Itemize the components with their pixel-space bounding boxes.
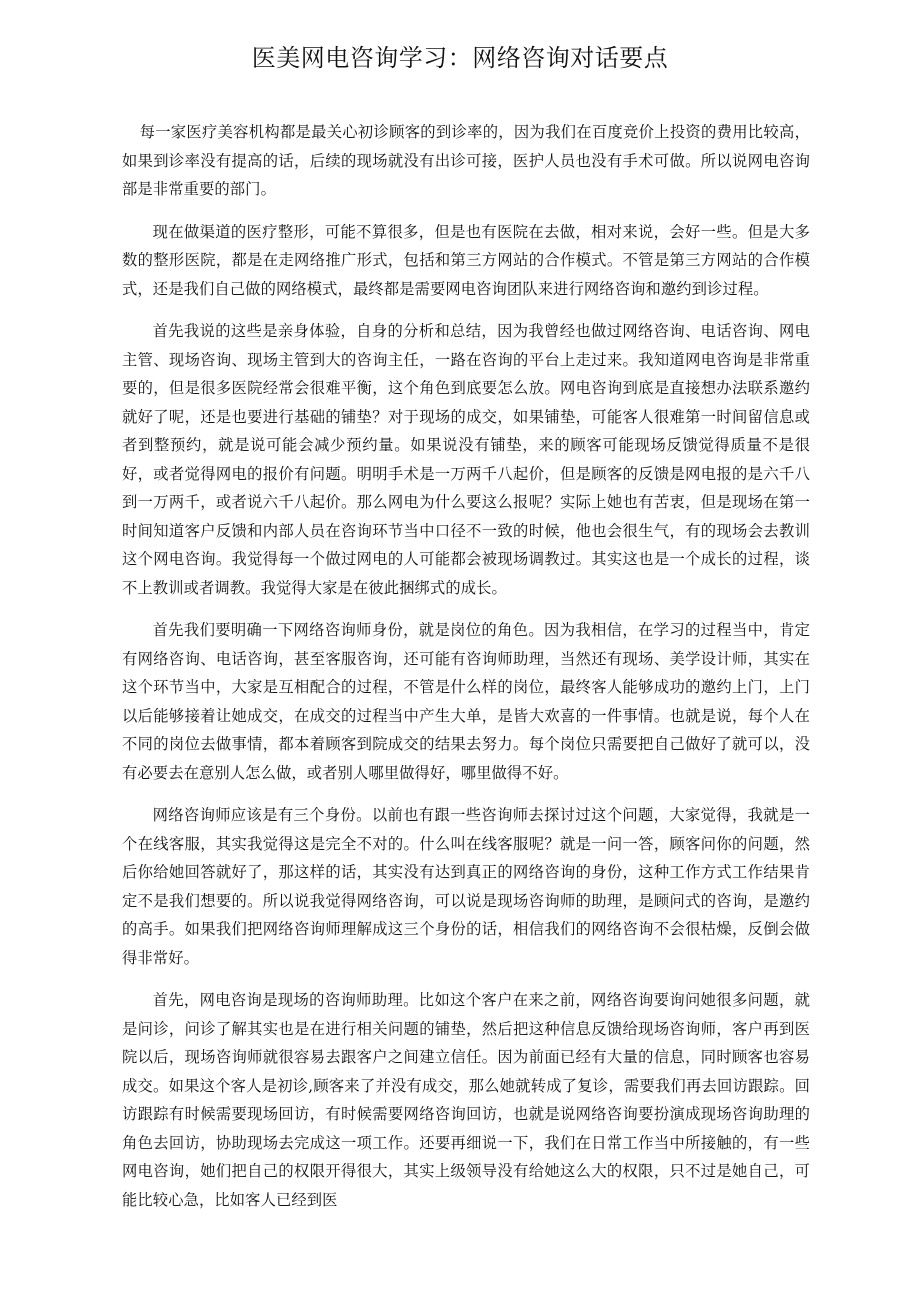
- paragraph-6: 首先，网电咨询是现场的咨询师助理。比如这个客户在来之前，网络咨询要询问她很多问题，就是问诊，问诊了解其实也是在进行相关问题的铺垫，然后把这种信息反馈给现场咨询师，客户再到医院以后，现场咨询师就很容易去跟客户之间建立信任。因为前面已经有大量的信息，同时顾客也容易成交。如果这个客人是初诊,顾客来了并没有成交，那么她就转成了复诊，需要我们再去回访跟踪。回访跟踪有时候需要现场回访，有时候需要网络咨询回访，也就是说网络咨询要扮演成现场咨询助理的角色去回访，协助现场去完成这一项工作。还要再细说一下，我们在日常工作当中所接触的，有一些网电咨询，她们把自己的权限开得很大，其实上级领导没有给她这么大的权限，只不过是她自己，可能比较心急，比如客人已经到医: [122, 991, 810, 1209]
- document-title: 医美网电咨询学习：网络咨询对话要点: [251, 44, 669, 72]
- document-body: [122, 118, 810, 1228]
- paragraph-4: 首先我们要明确一下网络咨询师身份，就是岗位的角色。因为我相信，在学习的过程当中，肯定有网络咨询、电话咨询，甚至客服咨询，还可能有咨询师助理，当然还有现场、美学设计师，其实在这个环节当中，大家是互相配合的过程，不管是什么样的岗位，最终客人能够成功的邀约上门，上门以后能够接着让她成交，在成交的过程当中产生大单，是皆大欢喜的一件事情。也就是说，每个人在不同的岗位去做事情，都本着顾客到院成交的结果去努力。每个岗位只需要把自己做好了就可以，没有必要去在意别人怎么做，或者别人哪里做得好，哪里做得不好。: [122, 621, 810, 782]
- paragraph-3: 首先我说的这些是亲身体验，自身的分析和总结，因为我曾经也做过网络咨询、电话咨询、网电主管、现场咨询、现场主管到大的咨询主任，一路在咨询的平台上走过来。我知道网电咨询是非常重要的，但是很多医院经常会很难平衡，这个角色到底要怎么放。网电咨询到底是直接想办法联系邀约就好了呢，还是也要进行基础的铺垫？对于现场的成交，如果铺垫，可能客人很难第一时间留信息或者到整预约，就是说可能会减少预约量。如果说没有铺垫，来的顾客可能现场反馈觉得质量不是很好，或者觉得网电的报价有问题。明明手术是一万两千八起价，但是顾客的反馈是网电报的是六千八到一万两千，或者说六千八起价。那么网电为什么要这么报呢？实际上她也有苦衷，但是现场在第一时间知道客户反馈和内部人员在咨询环节当中口径不一致的时候，他也会很生气，有的现场会去教训这个网电咨询。我觉得每一个做过网电的人可能都会被现场调教过。其实这也是一个成长的过程，谈不上教训或者调教。我觉得大家是在彼此捆绑式的成长。: [122, 322, 810, 597]
- paragraph-5: 网络咨询师应该是有三个身份。以前也有跟一些咨询师去探讨过这个问题，大家觉得，我就是一个在线客服，其实我觉得这是完全不对的。什么叫在线客服呢？就是一问一答，顾客问你的问题，然后你给她回答就好了，那这样的话，其实没有达到真正的网络咨询的身份，这种工作方式工作结果肯定不是我们想要的。所以说我觉得网络咨询，可以说是现场咨询师的助理，是顾问式的咨询，是邀约的高手。如果我们把网络咨询师理解成这三个身份的话，相信我们的网络咨询不会很枯燥，反倒会做得非常好。: [122, 806, 810, 967]
- paragraph-1: 每一家医疗美容机构都是最关心初诊顾客的到诊率的，因为我们在百度竞价上投资的费用比较高，如果到诊率没有提高的话，后续的现场就没有出诊可接，医护人员也没有手术可做。所以说网电咨询部是非常重要的部门。: [122, 123, 810, 198]
- paragraph-2: 现在做渠道的医疗整形，可能不算很多，但是也有医院在去做，相对来说，会好一些。但是大多数的整形医院，都是在走网络推广形式，包括和第三方网站的合作模式。不管是第三方网站的合作模式，还是我们自己做的网络模式，最终都是需要网电咨询团队来进行网络咨询和邀约到诊过程。: [122, 222, 810, 298]
